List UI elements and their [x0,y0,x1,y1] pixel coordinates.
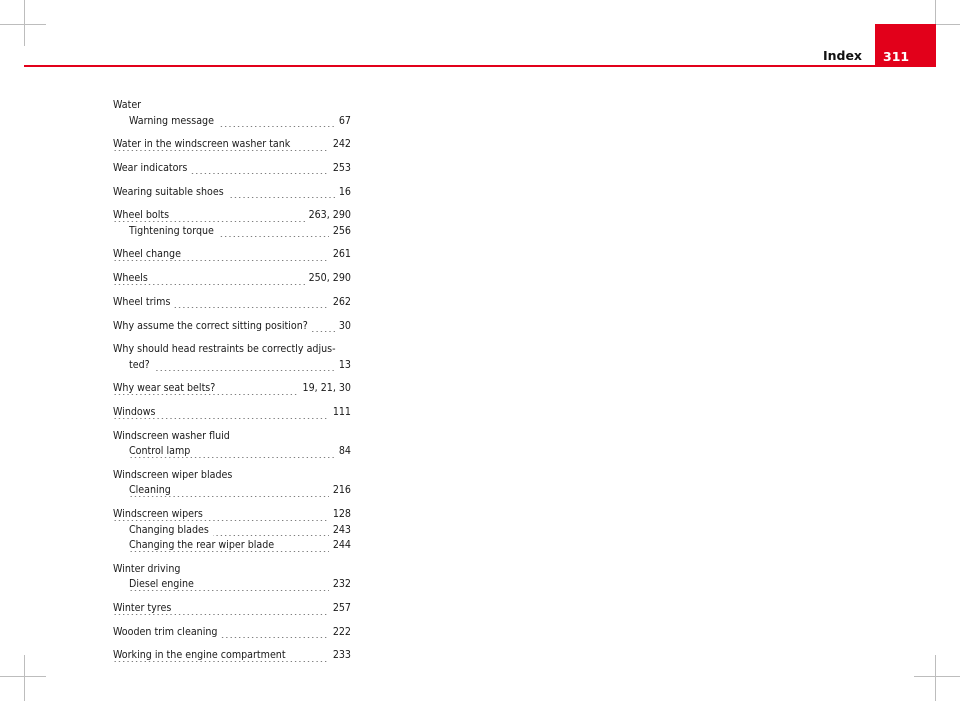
index-term: Cleaning [129,484,175,496]
dot-leader [113,260,351,261]
index-page-ref[interactable]: 84 [335,444,351,460]
index-page-ref[interactable]: 13 [335,358,351,374]
index-term: Changing blades [129,524,213,536]
index-term: Wear indicators [113,162,191,174]
index-term: Wooden trim cleaning [113,626,221,638]
index-term: Windscreen washer fluid [113,430,234,442]
index-entry [113,429,351,460]
index-entry [113,507,351,554]
index-term-row [113,247,351,263]
index-term-row [113,601,351,617]
index-term: Control lamp [129,445,194,457]
index-subentry [113,483,351,499]
index-term: Winter tyres [113,602,175,614]
index-page-ref[interactable]: 222 [329,625,351,641]
index-term-row [113,342,351,358]
index-entry [113,185,351,201]
index-entry [113,319,351,335]
index-term: Water in the windscreen washer tank [113,138,294,150]
index-term-row [113,381,351,397]
index-term: Working in the engine compartment [113,649,290,661]
index-entry [113,161,351,177]
index-page-ref[interactable]: 16 [335,185,351,201]
index-term: Changing the rear wiper blade [129,539,278,551]
index-term-row [113,271,351,287]
index-subentry [113,538,351,554]
index-term: Windows [113,406,160,418]
index-subentry [113,224,351,240]
index-term: Windscreen wipers [113,508,207,520]
index-term-row [113,648,351,664]
crop-mark [914,676,960,677]
index-entry [113,271,351,287]
index-term-row [113,137,351,153]
index-term: Warning message [129,115,218,127]
index-column [113,98,351,672]
index-term-row [113,98,351,114]
index-entry [113,208,351,239]
page-number-badge [875,24,936,67]
page-number: 311 [883,49,910,64]
index-entry [113,648,351,664]
index-page-ref[interactable]: 67 [335,114,351,130]
index-entry [113,342,351,373]
index-term: Tightening torque [129,225,218,237]
index-term: Diesel engine [129,578,198,590]
index-page-ref[interactable]: 244 [329,538,351,554]
index-page-ref[interactable]: 257 [329,601,351,617]
index-page-ref[interactable]: 111 [329,405,351,421]
index-subentry [113,577,351,593]
index-page-ref[interactable]: 128 [329,507,351,523]
index-subentry [113,358,351,374]
index-entry [113,247,351,263]
index-entry [113,468,351,499]
index-term-row [113,295,351,311]
index-entry [113,405,351,421]
index-page-ref[interactable]: 243 [329,523,351,539]
index-entry [113,137,351,153]
index-page-ref[interactable]: 262 [329,295,351,311]
dot-leader [113,661,351,662]
index-page-ref[interactable]: 256 [329,224,351,240]
crop-mark [0,676,46,677]
index-term: Windscreen wiper blades [113,469,236,481]
index-page-ref[interactable]: 19, 21, 30 [299,381,351,397]
index-entry [113,562,351,593]
dot-leader [129,370,351,371]
crop-mark [935,655,936,701]
crop-mark [24,655,25,701]
index-page-ref[interactable]: 216 [329,483,351,499]
index-term: Why should head restraints be correctly adjus- [113,343,340,355]
index-term-row [113,208,351,224]
index-term: Wheels [113,272,152,284]
index-page-ref[interactable]: 233 [329,648,351,664]
index-entry [113,98,351,129]
index-page-ref[interactable]: 261 [329,247,351,263]
index-term: Wearing suitable shoes [113,186,228,198]
index-entry [113,295,351,311]
crop-mark [24,0,25,46]
index-page-ref[interactable]: 232 [329,577,351,593]
index-term: Wheel bolts [113,209,173,221]
section-title: Index [822,48,862,63]
index-entry [113,601,351,617]
index-subentry [113,444,351,460]
index-term-row [113,405,351,421]
header-rule [24,65,936,67]
index-entry [113,625,351,641]
index-term: Why assume the correct sitting position? [113,320,312,332]
index-entry [113,381,351,397]
index-page-ref[interactable]: 250, 290 [305,271,351,287]
index-term-row [113,468,351,484]
index-term-row [113,507,351,523]
index-page-ref[interactable]: 263, 290 [305,208,351,224]
index-subentry [113,523,351,539]
index-term-row [113,625,351,641]
index-term: Water [113,99,145,111]
index-term: ted? [129,359,154,371]
index-term-row [113,319,351,335]
index-page-ref[interactable]: 253 [329,161,351,177]
index-term: Why wear seat belts? [113,382,219,394]
index-term-row [113,161,351,177]
index-page-ref[interactable]: 30 [335,319,351,335]
index-page-ref[interactable]: 242 [329,137,351,153]
index-term: Winter driving [113,563,184,575]
index-term: Wheel change [113,248,185,260]
index-term-row [113,185,351,201]
dot-leader [129,496,351,497]
crop-mark [0,24,46,25]
index-term-row [113,429,351,445]
index-subentry [113,114,351,130]
index-term-row [113,562,351,578]
index-term: Wheel trims [113,296,174,308]
